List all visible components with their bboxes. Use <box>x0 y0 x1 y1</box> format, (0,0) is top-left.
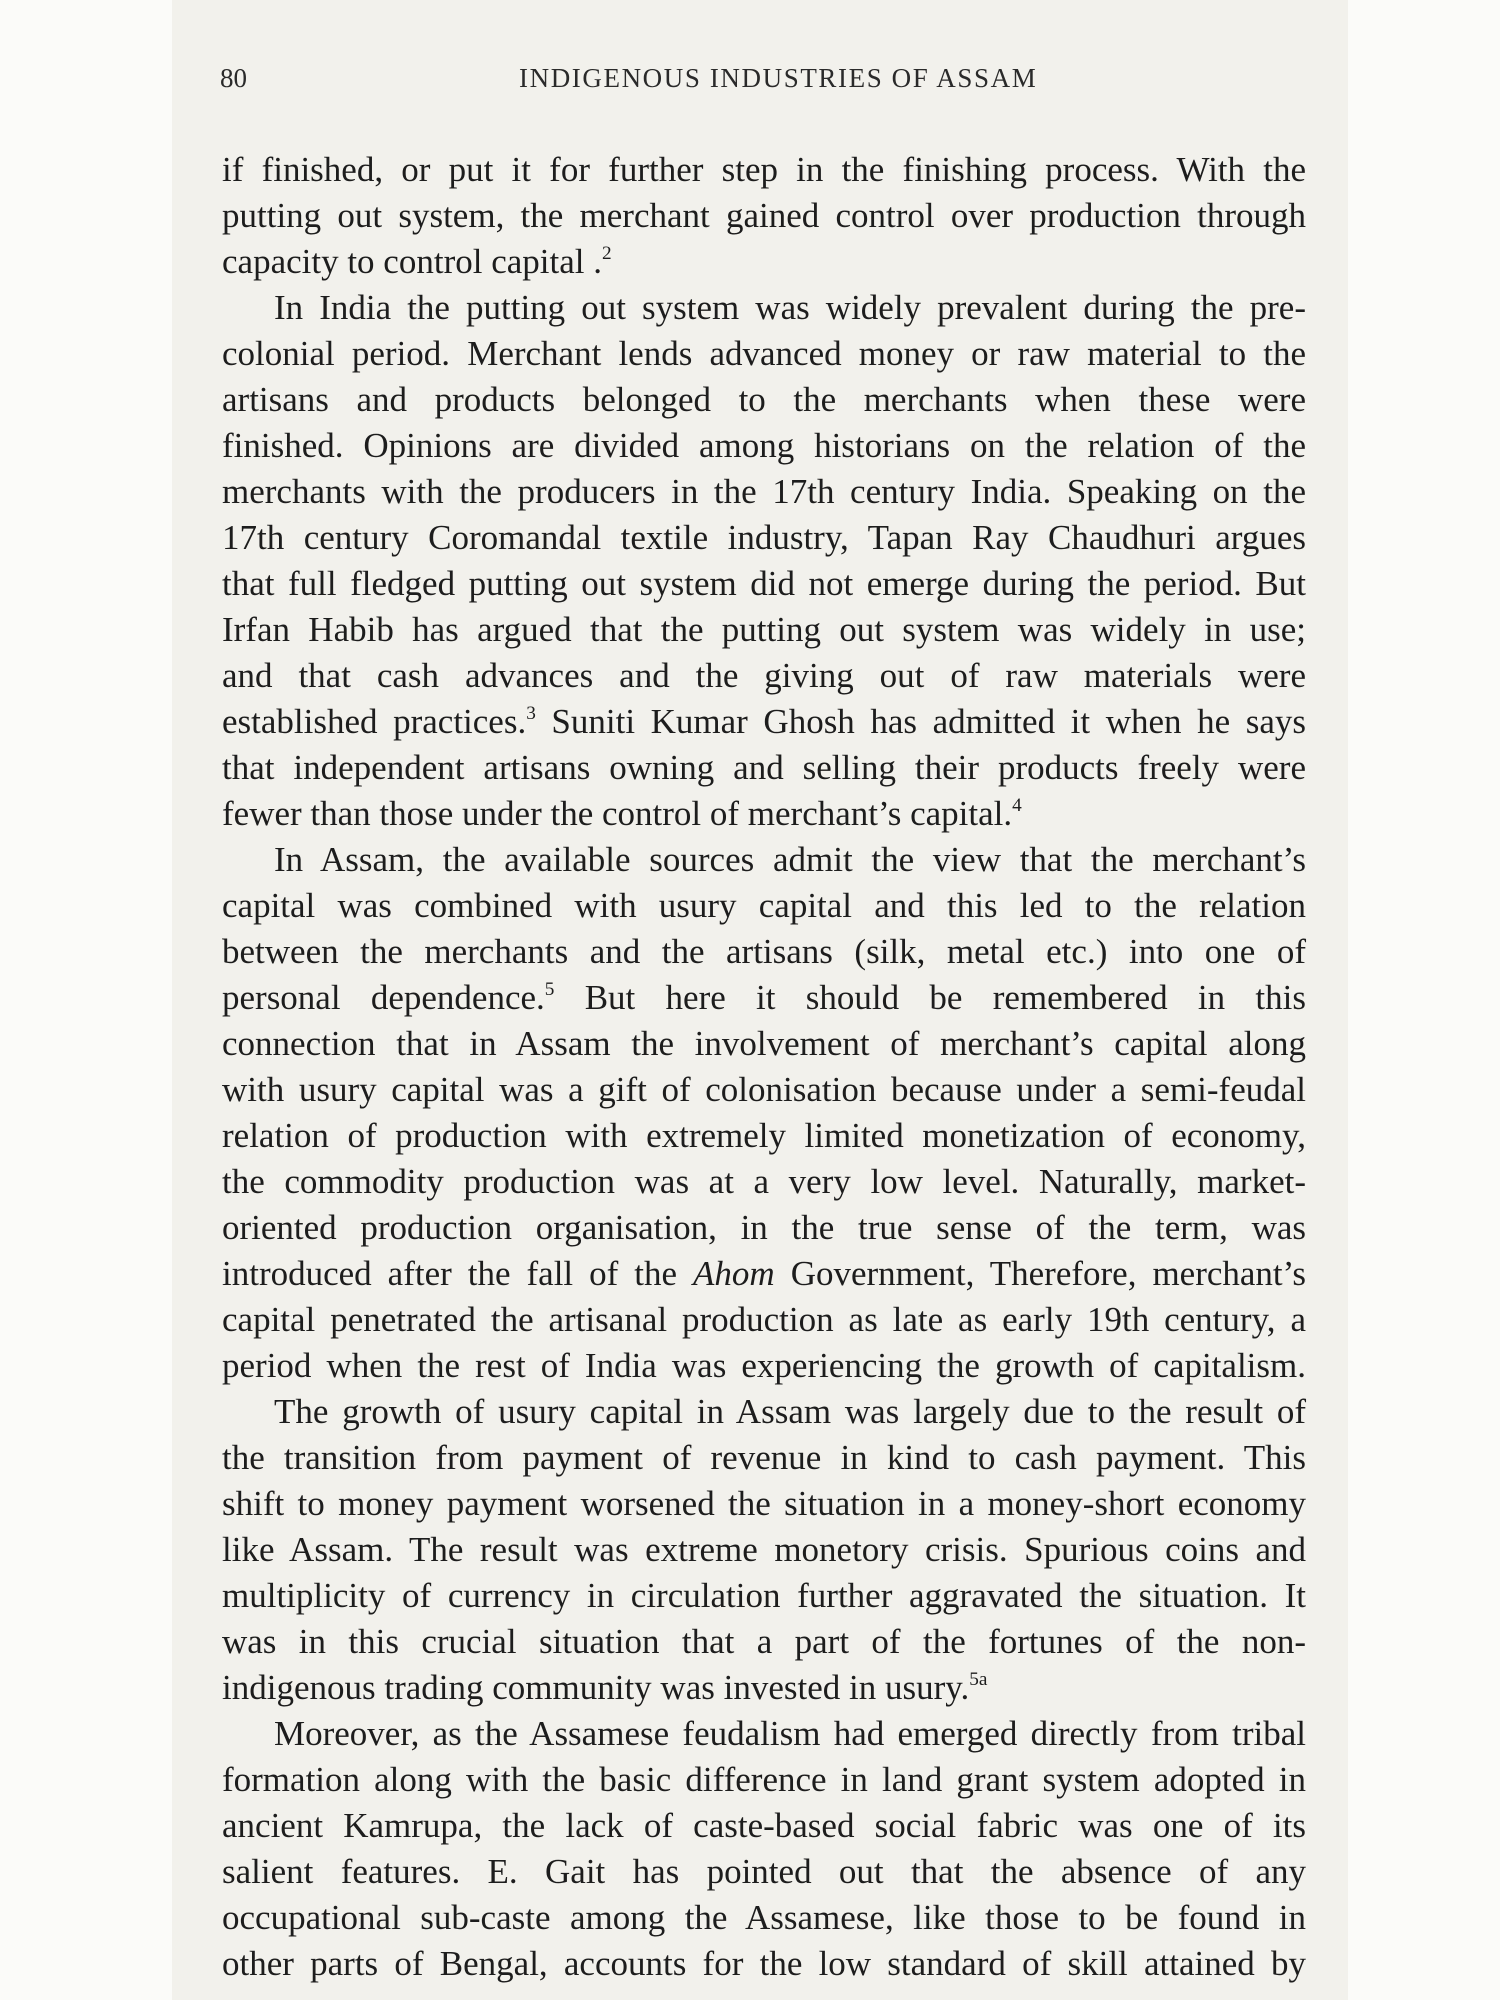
line-text: personal dependence. <box>222 978 545 1017</box>
footnote-marker: 5 <box>544 978 555 1000</box>
italic-term: Ahom <box>693 1254 775 1293</box>
text-line: that full fledged putting out system did not emerge during the period. But <box>222 564 1306 603</box>
text-line: the commodity production was at a very low level. Naturally, market- <box>222 1162 1306 1201</box>
text-line: capital penetrated the artisanal production as late as early 19th century, a <box>222 1300 1306 1339</box>
text-line: artisans and products belonged to the merchants when these were <box>222 380 1306 419</box>
text-line: Irfan Habib has argued that the putting out system was widely in use; <box>222 610 1306 649</box>
text-line <box>222 975 1306 1021</box>
text-line: In Assam, the available sources admit the view that the merchant’s <box>274 840 1306 879</box>
body-text <box>222 147 1306 1987</box>
paragraph <box>222 837 1306 1389</box>
text-line <box>222 1665 1306 1711</box>
text-line: Moreover, as the Assamese feudalism had emerged directly from tribal <box>274 1714 1306 1753</box>
paragraph <box>222 285 1306 837</box>
text-line: period when the rest of India was experiencing the growth of capitalism. <box>222 1346 1306 1385</box>
text-line: finished. Opinions are divided among historians on the relation of the <box>222 426 1306 465</box>
text-line: the transition from payment of revenue in kind to cash payment. This <box>222 1438 1306 1477</box>
text-line: occupational sub-caste among the Assamese, like those to be found in <box>222 1898 1306 1937</box>
text-line: other parts of Bengal, accounts for the low standard of skill attained by <box>222 1944 1306 1983</box>
paragraph <box>222 147 1306 285</box>
text-line: ancient Kamrupa, the lack of caste-based social fabric was one of its <box>222 1806 1306 1845</box>
text-line: and that cash advances and the giving out of raw materials were <box>222 656 1306 695</box>
running-title: INDIGENOUS INDUSTRIES OF ASSAM <box>519 63 1038 93</box>
text-line: relation of production with extremely limited monetization of economy, <box>222 1116 1306 1155</box>
text-line: capital was combined with usury capital and this led to the relation <box>222 886 1306 925</box>
line-text: But here it should be remembered in this <box>554 978 1306 1017</box>
text-line: was in this crucial situation that a part of the fortunes of the non- <box>222 1622 1306 1661</box>
text-line: salient features. E. Gait has pointed out that the absence of any <box>222 1852 1306 1891</box>
page-header <box>0 58 1500 98</box>
line-text: introduced after the fall of the <box>222 1254 694 1293</box>
footnote-marker: 2 <box>601 242 612 264</box>
line-text: Government, Therefore, merchant’s <box>774 1254 1306 1293</box>
text-line: 17th century Coromandal textile industry, Tapan Ray Chaudhuri argues <box>222 518 1306 557</box>
line-text: established practices. <box>222 702 527 741</box>
text-line: shift to money payment worsened the situation in a money-short economy <box>222 1484 1306 1523</box>
text-line: formation along with the basic difference in land grant system adopted in <box>222 1760 1306 1799</box>
footnote-marker: 4 <box>1012 794 1022 816</box>
text-line: The growth of usury capital in Assam was largely due to the result of <box>274 1392 1306 1431</box>
text-line: colonial period. Merchant lends advanced money or raw material to the <box>222 334 1306 373</box>
text-line: multiplicity of currency in circulation further aggravated the situation. It <box>222 1576 1306 1615</box>
text-line <box>222 239 1306 285</box>
line-text: Suniti Kumar Ghosh has admitted it when he says <box>535 702 1306 741</box>
text-line: putting out system, the merchant gained control over production through <box>222 196 1306 235</box>
page-number: 80 <box>220 63 247 93</box>
text-line: merchants with the producers in the 17th century India. Speaking on the <box>222 472 1306 511</box>
line-text: fewer than those under the control of merchant’s capital. <box>222 794 1013 833</box>
text-line: that independent artisans owning and selling their products freely were <box>222 748 1306 787</box>
text-line: like Assam. The result was extreme monetory crisis. Spurious coins and <box>222 1530 1306 1569</box>
footnote-marker: 5a <box>969 1668 988 1690</box>
line-text: capacity to control capital . <box>222 242 602 281</box>
paragraph <box>222 1389 1306 1711</box>
line-text: indigenous trading community was invested in usury. <box>222 1668 970 1707</box>
paragraph <box>222 1711 1306 1987</box>
text-line: oriented production organisation, in the true sense of the term, was <box>222 1208 1306 1247</box>
text-line <box>222 791 1306 837</box>
text-line <box>222 699 1306 745</box>
text-line: with usury capital was a gift of colonisation because under a semi-feudal <box>222 1070 1306 1109</box>
text-line: In India the putting out system was widely prevalent during the pre- <box>274 288 1306 327</box>
text-line: if finished, or put it for further step in the finishing process. With the <box>222 150 1306 189</box>
text-line: connection that in Assam the involvement of merchant’s capital along <box>222 1024 1306 1063</box>
text-line: between the merchants and the artisans (silk, metal etc.) into one of <box>222 932 1306 971</box>
footnote-marker: 3 <box>526 702 536 724</box>
text-line <box>222 1251 1306 1297</box>
